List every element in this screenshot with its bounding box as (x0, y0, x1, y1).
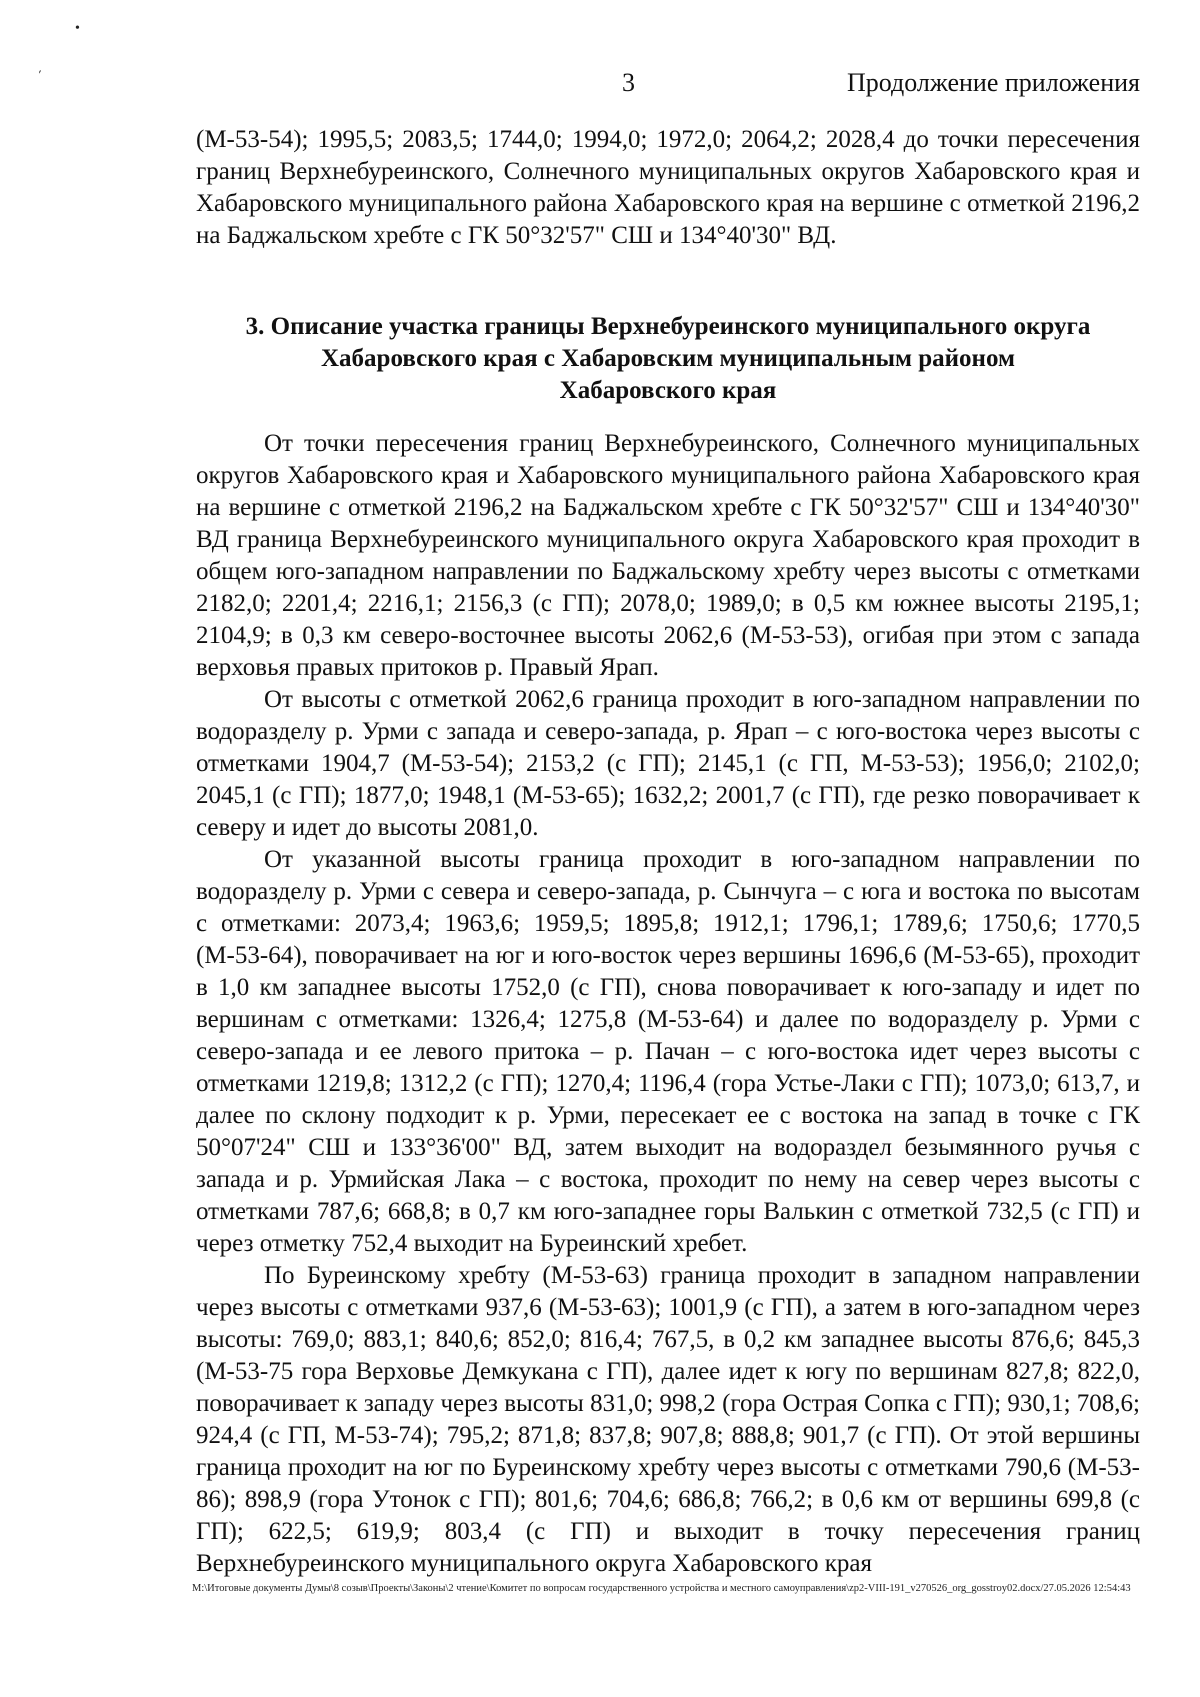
footer-file-path: M:\Итоговые документы Думы\8 созыв\Проекты\Законы\2 чтение\Комитет по вопросам государственного устройства и местного самоуправления\zp2-VIII-191_v270526_org_gosstroy02.docx/27.05.2026 12:54:43 (192, 1583, 1131, 1594)
paragraph-continuation: (М-53-54); 1995,5; 2083,5; 1744,0; 1994,0; 1972,0; 2064,2; 2028,4 до точки пересечения границ Верхнебуреинского, Солнечного муниципальных округов Хабаровского края и Хабаровского муниципального района Хабаровского края на вершине с отметкой 2196,2 на Баджальском хребте с ГК 50°32'57" СШ и 134°40'30" ВД. (196, 126, 1140, 249)
paragraph: От высоты с отметкой 2062,6 граница проходит в юго-западном направлении по водоразделу р. Урми с запада и северо-запада, р. Ярап – с юго-востока через высоты с отметками 1904,7 (М-53-54); 2153,2 (с ГП); 2145,1 (с ГП, М-53-53); 1956,0; 2102,0; 2045,1 (с ГП); 1877,0; 1948,1 (М-53-65); 1632,2; 2001,7 (с ГП), где резко поворачивает к северу и идет до высоты 2081,0. (196, 686, 1140, 841)
section-heading-line: Хабаровского края (559, 377, 777, 404)
page-number: 3 (622, 68, 635, 97)
scan-speck-mark: • (75, 21, 80, 36)
paragraph: От указанной высоты граница проходит в юго-западном направлении по водоразделу р. Урми с севера и северо-запада, р. Сынчуга – с юга и востока по высотам с отметками: 2073,4; 1963,6; 1959,5; 1895,8; 1912,1; 1796,1; 1789,6; 1750,6; 1770,5 (М-53-64), поворачивает на юг и юго-восток через вершины 1696,6 (М-53-65), проходит в 1,0 км западнее высоты 1752,0 (с ГП), снова поворачивает к юго-западу и идет по вершинам с отметками: 1326,4; 1275,8 (М-53-64) и далее по водоразделу р. Урми с северо-запада и ее левого притока – р. Пачан – с юго-востока идет через высоты с отметками 1219,8; 1312,2 (с ГП); 1270,4; 1196,4 (гора Устье-Лаки с ГП); 1073,0; 613,7, и далее по склону подходит к р. Урми, пересекает ее с востока на запад в точке с ГК 50°07'24" СШ и 133°36'00" ВД, затем выходит на водораздел безымянного ручья с запада и р. Урмийская Лака – с востока, проходит по нему на север через высоты с отметками 787,6; 668,8; в 0,7 км юго-западнее горы Валькин с отметкой 732,5 (с ГП) и через отметку 752,4 выходит на Буреинский хребет. (196, 846, 1140, 1257)
section-heading-line: Хабаровского края с Хабаровским муниципальным районом (320, 345, 1016, 372)
section-heading-line: 3. Описание участка границы Верхнебуреинского муниципального округа (245, 313, 1091, 340)
header-continuation-title: Продолжение приложения (846, 68, 1140, 97)
paragraph: По Буреинскому хребту (М-53-63) граница проходит в западном направлении через высоты с отметками 937,6 (М-53-63); 1001,9 (с ГП), а затем в юго-западном через высоты: 769,0; 883,1; 840,6; 852,0; 816,4; 767,5, в 0,2 км западнее высоты 876,6; 845,3 (М-53-75 гора Верховье Демкукана с ГП), далее идет к югу по вершинам 827,8; 822,0, поворачивает к западу через высоты 831,0; 998,2 (гора Острая Сопка с ГП); 930,1; 708,6; 924,4 (с ГП, М-53-74); 795,2; 871,8; 837,8; 907,8; 888,8; 901,7 (с ГП). От этой вершины граница проходит на юг по Буреинскому хребту через высоты с отметками 790,6 (М-53-86); 898,9 (гора Утонок с ГП); 801,6; 704,6; 686,8; 766,2; в 0,6 км от вершины 699,8 (с ГП); 622,5; 619,9; 803,4 (с ГП) и выходит в точку пересечения границ Верхнебуреинского муниципального округа Хабаровского края (196, 1262, 1140, 1577)
section-heading (196, 311, 1140, 407)
paragraph: От точки пересечения границ Верхнебуреинского, Солнечного муниципальных округов Хабаровского края и Хабаровского муниципального района Хабаровского края на вершине с отметкой 2196,2 на Баджальском хребте с ГК 50°32'57" СШ и 134°40'30" ВД граница Верхнебуреинского муниципального округа Хабаровского края проходит в общем юго-западном направлении по Баджальскому хребту через высоты с отметками 2182,0; 2201,4; 2216,1; 2156,3 (с ГП); 2078,0; 1989,0; в 0,5 км южнее высоты 2195,1; 2104,9; в 0,3 км северо-восточнее высоты 2062,6 (М-53-53), огибая при этом с запада верховья правых притоков р. Правый Ярап. (196, 430, 1140, 681)
scan-tick-mark: ´ (36, 68, 48, 85)
body-text-top (196, 124, 1140, 252)
body-text-main (196, 428, 1140, 1580)
